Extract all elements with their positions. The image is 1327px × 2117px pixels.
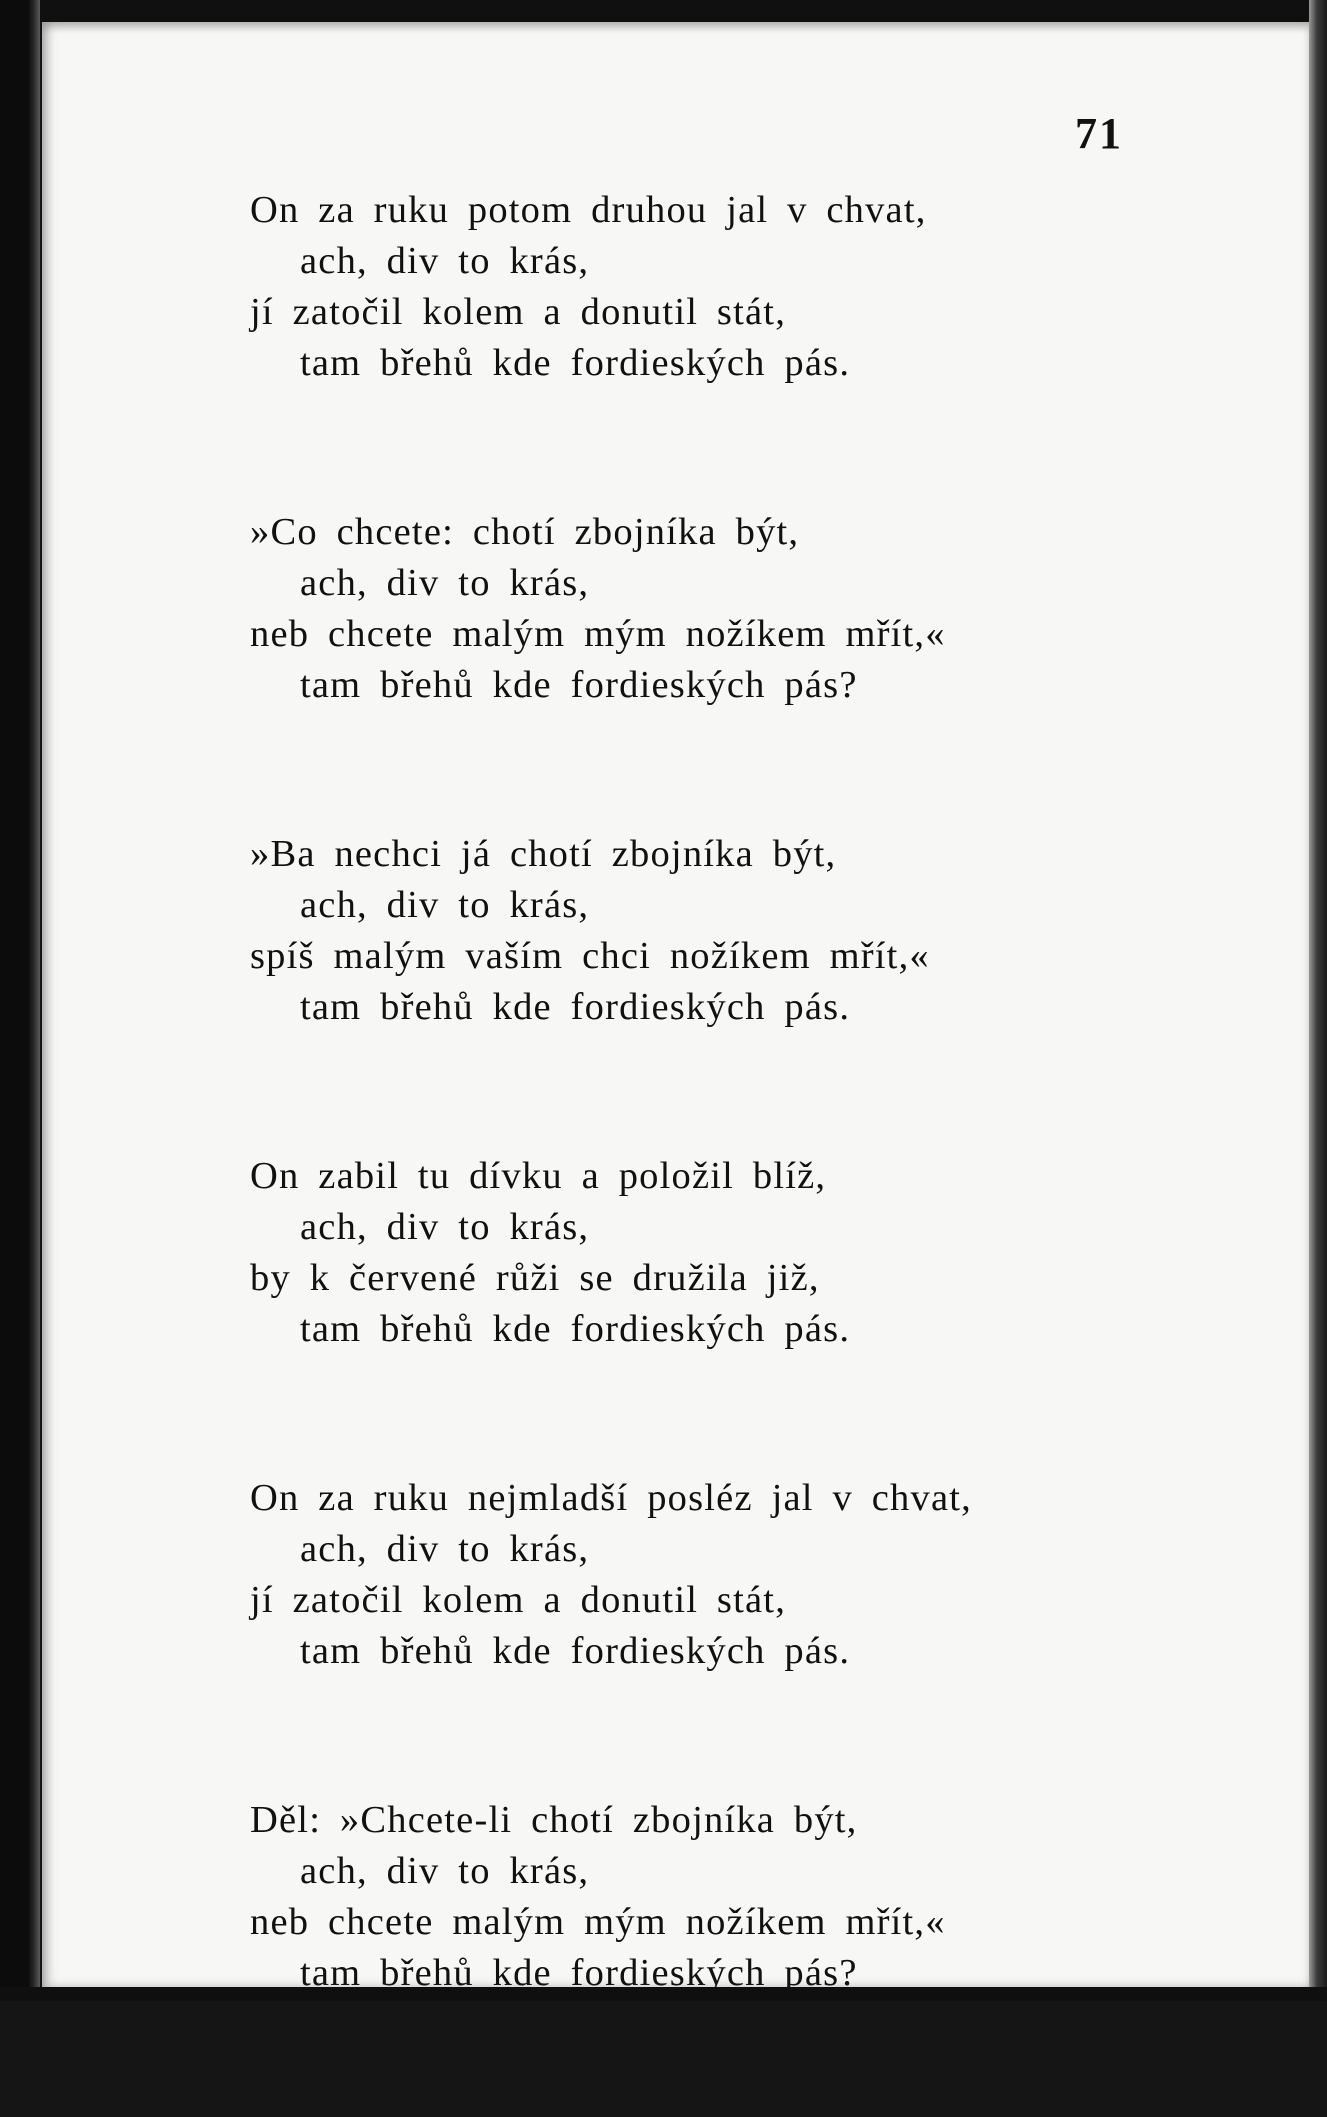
verse-line: by k červené růži se družila již, bbox=[250, 1257, 820, 1299]
scan-right-border bbox=[1309, 0, 1327, 2001]
verse-line: Děl: »Chcete-li chotí zbojníka být, bbox=[250, 1799, 858, 1841]
verse-line: On za ruku nejmladší posléz jal v chvat, bbox=[250, 1477, 972, 1519]
refrain-line: ach, div to krás, bbox=[300, 1206, 590, 1248]
stanza bbox=[250, 1795, 972, 1999]
scan-top-border bbox=[0, 0, 1327, 22]
verse-line: On zabil tu dívku a položil blíž, bbox=[250, 1155, 827, 1197]
refrain-line: tam břehů kde fordieských pás? bbox=[300, 1952, 858, 1994]
poem-body bbox=[250, 185, 972, 2117]
stanza bbox=[250, 507, 972, 711]
page-number: 71 bbox=[1075, 109, 1123, 158]
stanza bbox=[250, 829, 972, 1033]
verse-line: »Co chcete: chotí zbojníka být, bbox=[250, 511, 800, 553]
refrain-line: ach, div to krás, bbox=[300, 562, 590, 604]
refrain-line: ach, div to krás, bbox=[300, 240, 590, 282]
verse-line: spíš malým vaším chci nožíkem mřít,« bbox=[250, 935, 930, 977]
refrain-line: tam břehů kde fordieských pás? bbox=[300, 664, 858, 706]
verse-line: jí zatočil kolem a donutil stát, bbox=[250, 291, 787, 333]
refrain-line: tam břehů kde fordieských pás. bbox=[300, 1308, 851, 1350]
stanza bbox=[250, 1151, 972, 1355]
verse-line: neb chcete malým mým nožíkem mřít,« bbox=[250, 1901, 946, 1943]
refrain-line: ach, div to krás, bbox=[300, 1528, 590, 1570]
verse-line: jí zatočil kolem a donutil stát, bbox=[250, 1579, 787, 1621]
stanza bbox=[250, 185, 972, 389]
refrain-line: tam břehů kde fordieských pás. bbox=[300, 342, 851, 384]
refrain-line: tam břehů kde fordieských pás. bbox=[300, 986, 851, 1028]
scan-left-border bbox=[0, 0, 40, 2001]
verse-line: »Ba nechci já chotí zbojníka být, bbox=[250, 833, 837, 875]
stanza bbox=[250, 1473, 972, 1677]
refrain-line: ach, div to krás, bbox=[300, 884, 590, 926]
refrain-line: ach, div to krás, bbox=[300, 1850, 590, 1892]
verse-line: neb chcete malým mým nožíkem mřít,« bbox=[250, 613, 946, 655]
verse-line: On za ruku potom druhou jal v chvat, bbox=[250, 189, 927, 231]
refrain-line: tam břehů kde fordieských pás. bbox=[300, 1630, 851, 1672]
